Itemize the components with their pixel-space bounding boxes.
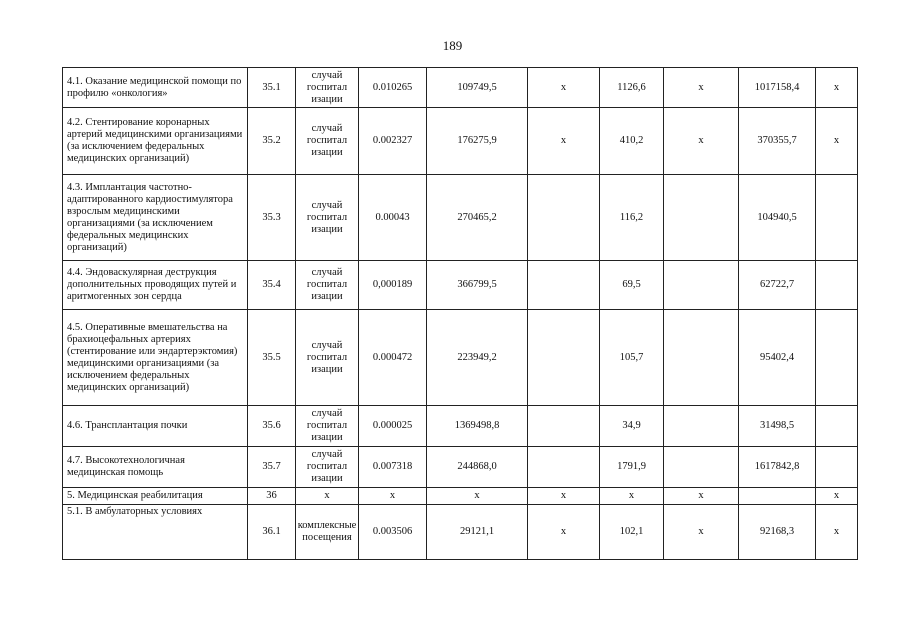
row-col6	[528, 175, 600, 261]
row-col9: 370355,7	[739, 108, 816, 175]
row-norm: 0.000025	[359, 406, 427, 447]
row-col8	[664, 406, 739, 447]
row-name: 4.5. Оперативные вмешательства на брахиоцефальных артериях (стентирование или эндартерэктомия) медицинскими организациями (за исключением федеральных медицинских организаций)	[63, 310, 248, 406]
row-col8: х	[664, 488, 739, 505]
row-col7: 34,9	[600, 406, 664, 447]
row-col8: х	[664, 108, 739, 175]
row-unit: комплексные посещения	[296, 505, 359, 560]
row-col10: х	[816, 488, 858, 505]
table-row	[63, 261, 858, 310]
row-unit: случай госпитал изации	[296, 68, 359, 108]
row-cost: 109749,5	[427, 68, 528, 108]
table-row	[63, 406, 858, 447]
row-code: 35.3	[248, 175, 296, 261]
row-norm: 0.002327	[359, 108, 427, 175]
row-name: 4.4. Эндоваскулярная деструкция дополнительных проводящих путей и аритмогенных зон сердца	[63, 261, 248, 310]
row-cost: 176275,9	[427, 108, 528, 175]
table-row	[63, 310, 858, 406]
row-col6: х	[528, 488, 600, 505]
row-unit: случай госпитал изации	[296, 261, 359, 310]
row-col8: х	[664, 68, 739, 108]
row-col7: 1791,9	[600, 447, 664, 488]
row-col9: 1017158,4	[739, 68, 816, 108]
financing-table	[62, 67, 858, 560]
row-col10	[816, 175, 858, 261]
row-cost: 366799,5	[427, 261, 528, 310]
row-name: 5.1. В амбулаторных условиях	[63, 505, 248, 560]
row-col10	[816, 310, 858, 406]
row-code: 36.1	[248, 505, 296, 560]
row-col8: х	[664, 505, 739, 560]
row-name: 4.2. Стентирование коронарных артерий медицинскими организациями (за исключением федеральных медицинских организаций)	[63, 108, 248, 175]
row-col8	[664, 310, 739, 406]
row-col6	[528, 261, 600, 310]
row-name: 4.1. Оказание медицинской помощи по профилю «онкология»	[63, 68, 248, 108]
row-cost: 270465,2	[427, 175, 528, 261]
row-col10: х	[816, 68, 858, 108]
row-col10	[816, 447, 858, 488]
row-col10: х	[816, 108, 858, 175]
row-code: 35.7	[248, 447, 296, 488]
row-col8	[664, 261, 739, 310]
row-unit: случай госпитал изации	[296, 175, 359, 261]
row-col8	[664, 447, 739, 488]
row-norm: 0.00043	[359, 175, 427, 261]
row-name: 4.6. Трансплантация почки	[63, 406, 248, 447]
row-unit: случай госпитал изации	[296, 447, 359, 488]
row-col7: 105,7	[600, 310, 664, 406]
row-norm: 0.007318	[359, 447, 427, 488]
row-col9: 62722,7	[739, 261, 816, 310]
row-code: 35.4	[248, 261, 296, 310]
row-norm: 0.000472	[359, 310, 427, 406]
row-name: 4.3. Имплантация частотно-адаптированного кардиостимулятора взрослым медицинскими организациями (за исключением федеральных медицинских организаций)	[63, 175, 248, 261]
row-cost: 1369498,8	[427, 406, 528, 447]
table-row	[63, 68, 858, 108]
row-col7: 102,1	[600, 505, 664, 560]
row-unit: х	[296, 488, 359, 505]
table-row	[63, 108, 858, 175]
row-unit: случай госпитал изации	[296, 108, 359, 175]
row-col9: 31498,5	[739, 406, 816, 447]
table-row	[63, 175, 858, 261]
row-code: 35.5	[248, 310, 296, 406]
row-code: 35.6	[248, 406, 296, 447]
row-col6: х	[528, 68, 600, 108]
row-col10: х	[816, 505, 858, 560]
table-row	[63, 488, 858, 505]
row-name: 5. Медицинская реабилитация	[63, 488, 248, 505]
row-col7: х	[600, 488, 664, 505]
row-col7: 410,2	[600, 108, 664, 175]
page-number: 189	[442, 38, 463, 53]
row-name: 4.7. Высокотехнологичная медицинская помощь	[63, 447, 248, 488]
row-col6: х	[528, 505, 600, 560]
row-norm: х	[359, 488, 427, 505]
table-row	[63, 447, 858, 488]
row-code: 35.1	[248, 68, 296, 108]
row-code: 35.2	[248, 108, 296, 175]
row-col9: 104940,5	[739, 175, 816, 261]
row-code: 36	[248, 488, 296, 505]
row-unit: случай госпитал изации	[296, 310, 359, 406]
row-col9: 95402,4	[739, 310, 816, 406]
row-col7: 69,5	[600, 261, 664, 310]
row-col9: 92168,3	[739, 505, 816, 560]
row-col9	[739, 488, 816, 505]
row-col6	[528, 447, 600, 488]
row-cost: 223949,2	[427, 310, 528, 406]
row-cost: 29121,1	[427, 505, 528, 560]
row-norm: 0,000189	[359, 261, 427, 310]
row-cost: 244868,0	[427, 447, 528, 488]
table-row	[63, 505, 858, 560]
row-unit: случай госпитал изации	[296, 406, 359, 447]
row-col7: 1126,6	[600, 68, 664, 108]
row-col10	[816, 261, 858, 310]
row-cost: х	[427, 488, 528, 505]
row-col7: 116,2	[600, 175, 664, 261]
row-col6: х	[528, 108, 600, 175]
row-col10	[816, 406, 858, 447]
row-col9: 1617842,8	[739, 447, 816, 488]
row-norm: 0.003506	[359, 505, 427, 560]
row-col6	[528, 310, 600, 406]
row-norm: 0.010265	[359, 68, 427, 108]
row-col8	[664, 175, 739, 261]
row-col6	[528, 406, 600, 447]
